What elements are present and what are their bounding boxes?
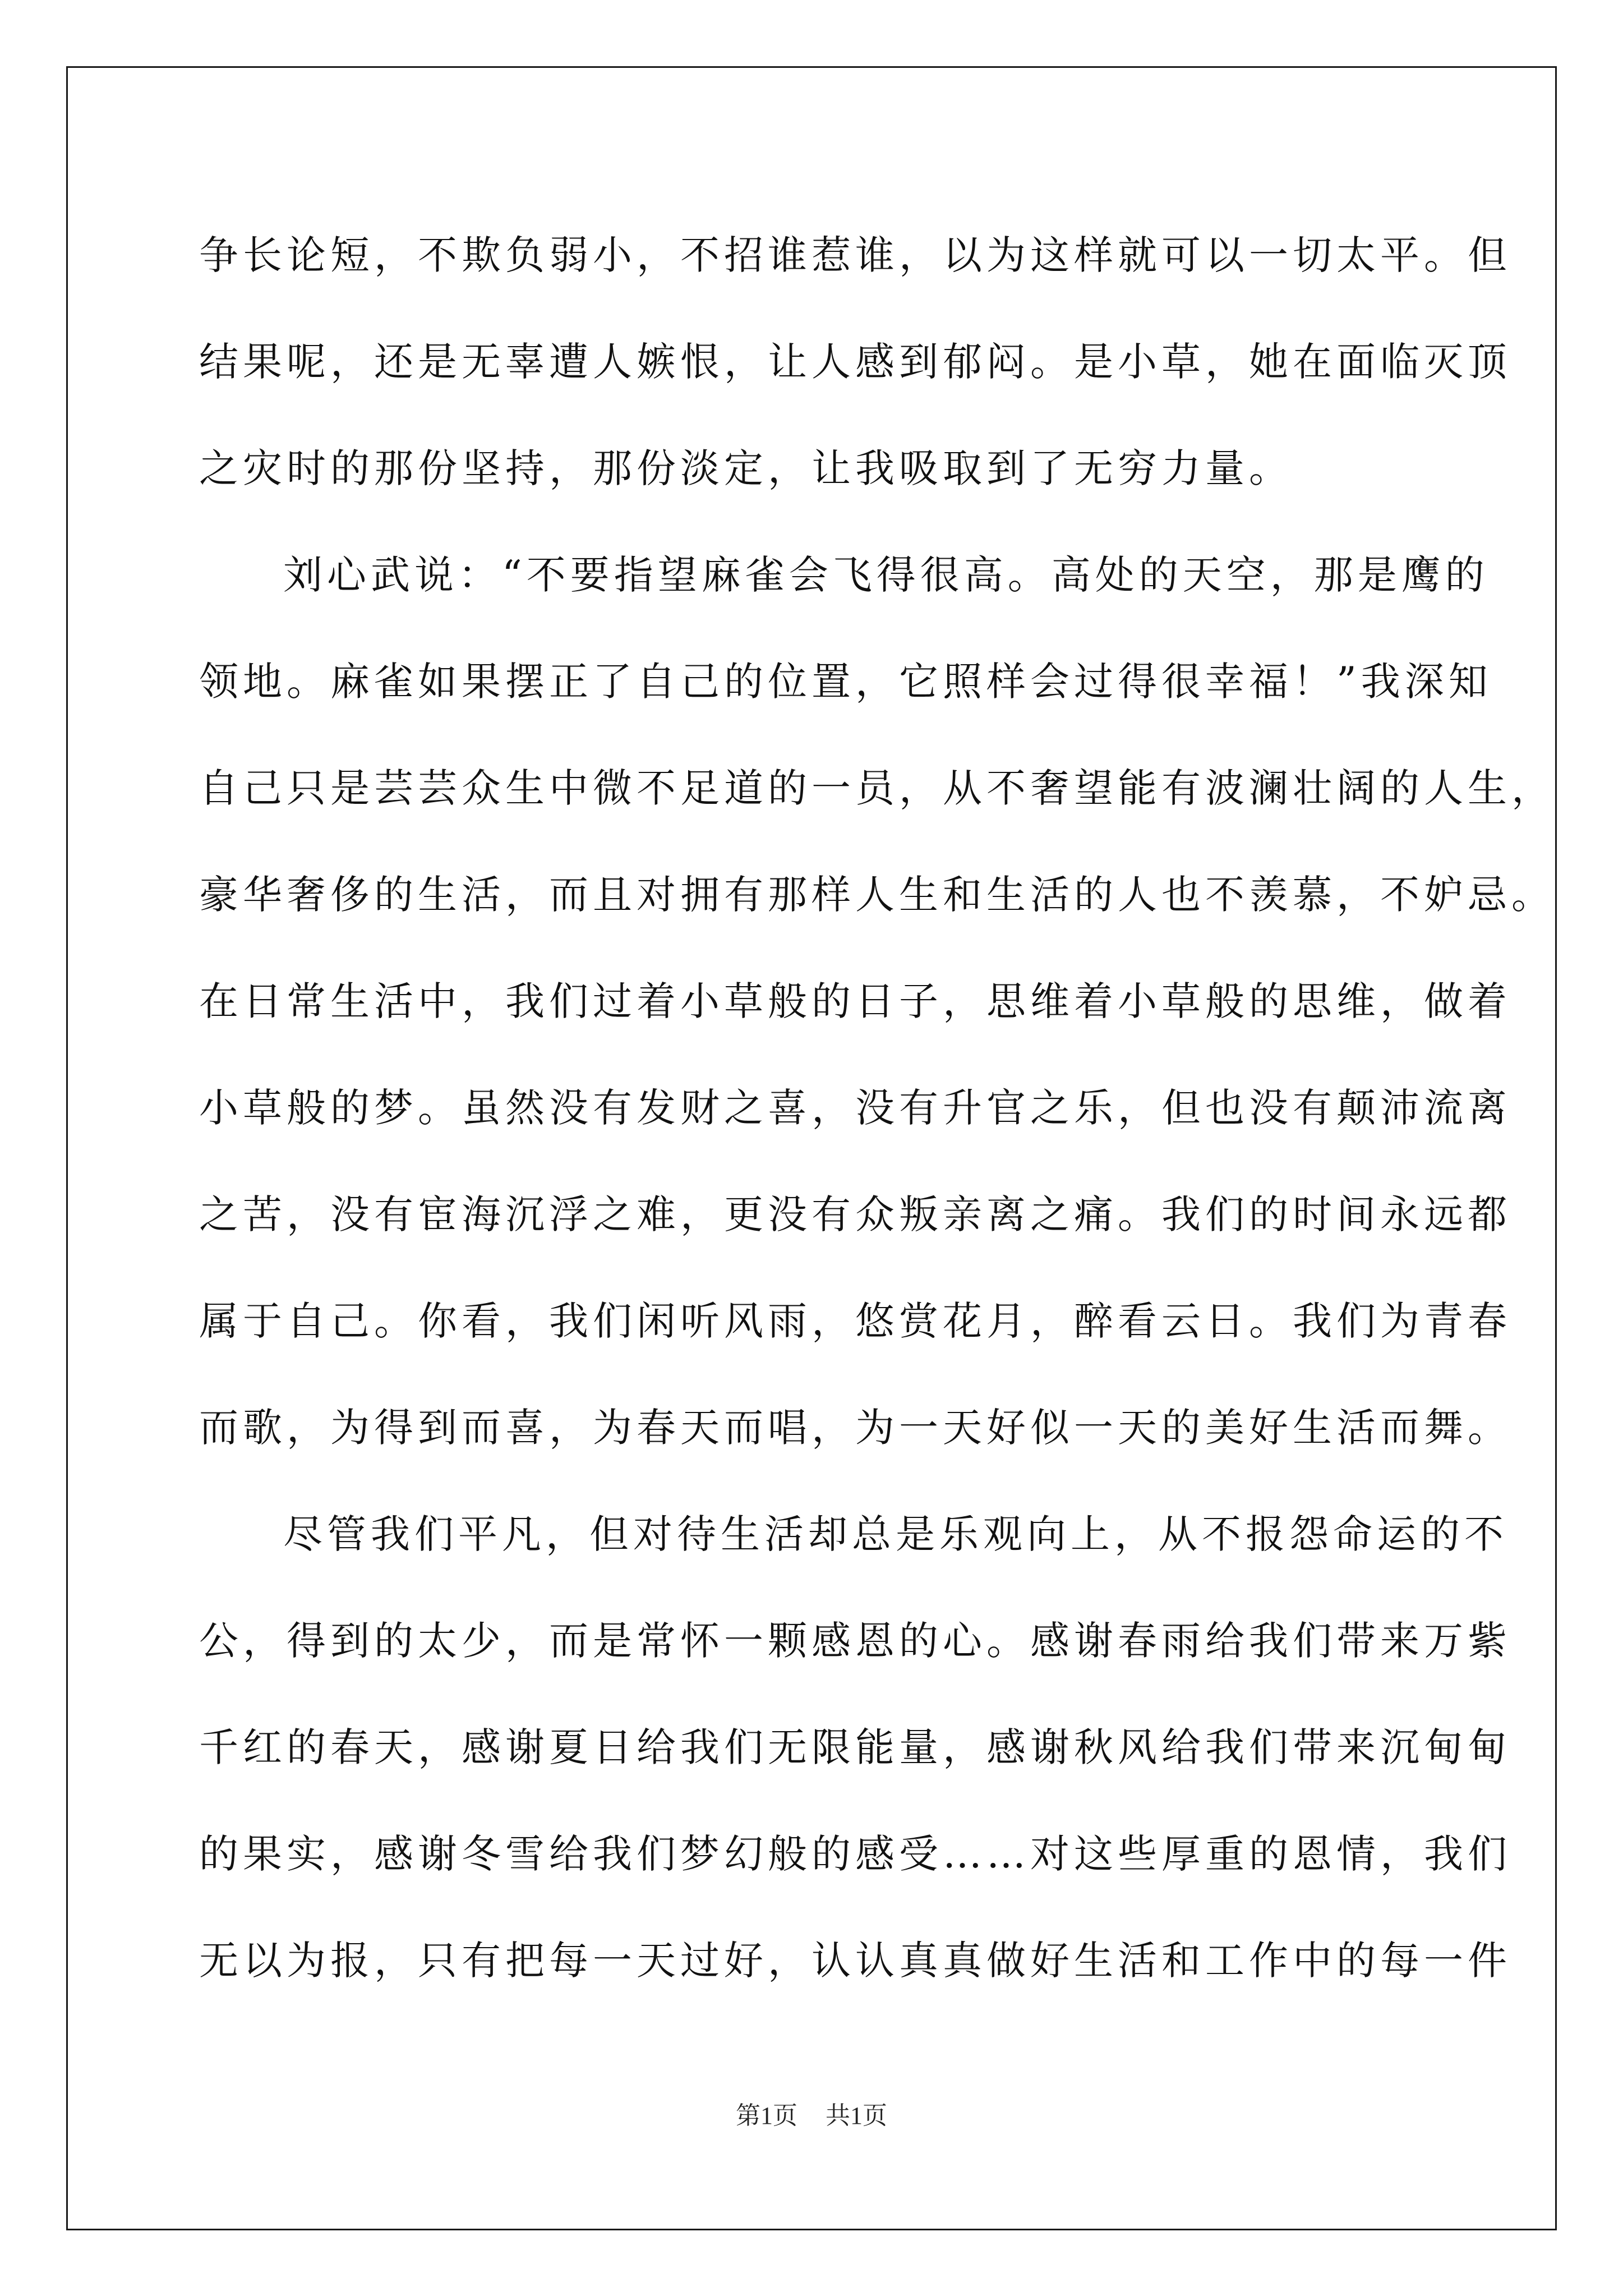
text-line: 公，得到的太少，而是常怀一颗感恩的心。感谢春雨给我们带来万紫: [199, 1618, 1511, 1664]
text-line: 豪华奢侈的生活，而且对拥有那样人生和生活的人也不羡慕，不妒忌。: [199, 872, 1555, 918]
current-page-label: 第1页: [736, 2102, 797, 2129]
text-line: 无以为报，只有把每一天过好，认认真真做好生活和工作中的每一件: [199, 1938, 1511, 1984]
text-line: 之灾时的那份坚持，那份淡定，让我吸取到了无穷力量。: [199, 445, 1293, 491]
text-line: 的果实，感谢冬雪给我们梦幻般的感受……对这些厚重的恩情，我们: [199, 1831, 1511, 1877]
document-body: [199, 202, 1555, 2014]
text-line: 在日常生活中，我们过着小草般的日子，思维着小草般的思维，做着: [199, 978, 1511, 1024]
text-line: 尽管我们平凡，但对待生活却总是乐观向上，从不报怨命运的不: [283, 1511, 1508, 1557]
text-line: 属于自己。你看，我们闲听风雨，悠赏花月，醉看云日。我们为青春: [199, 1298, 1511, 1344]
text-line: 结果呢，还是无辜遭人嫉恨，让人感到郁闷。是小草，她在面临灭顶: [199, 339, 1511, 385]
page-footer: [0, 2099, 1623, 2133]
text-line: 而歌，为得到而喜，为春天而唱，为一天好似一天的美好生活而舞。: [199, 1405, 1511, 1451]
text-line: 千红的春天，感谢夏日给我们无限能量，感谢秋风给我们带来沉甸甸: [199, 1724, 1511, 1770]
total-pages-label: 共1页: [826, 2102, 887, 2129]
text-line: 小草般的梦。虽然没有发财之喜，没有升官之乐，但也没有颠沛流离: [199, 1085, 1511, 1131]
text-line: 之苦，没有宦海沉浮之难，更没有众叛亲离之痛。我们的时间永远都: [199, 1191, 1511, 1237]
text-line: 刘心武说：“不要指望麻雀会飞得很高。高处的天空，那是鹰的: [283, 552, 1489, 598]
text-line: 自己只是芸芸众生中微不足道的一员，从不奢望能有波澜壮阔的人生，: [199, 765, 1555, 811]
text-line: 争长论短，不欺负弱小，不招谁惹谁，以为这样就可以一切太平。但: [199, 232, 1511, 278]
text-line: 领地。麻雀如果摆正了自己的位置，它照样会过得很幸福！”我深知: [199, 659, 1492, 705]
